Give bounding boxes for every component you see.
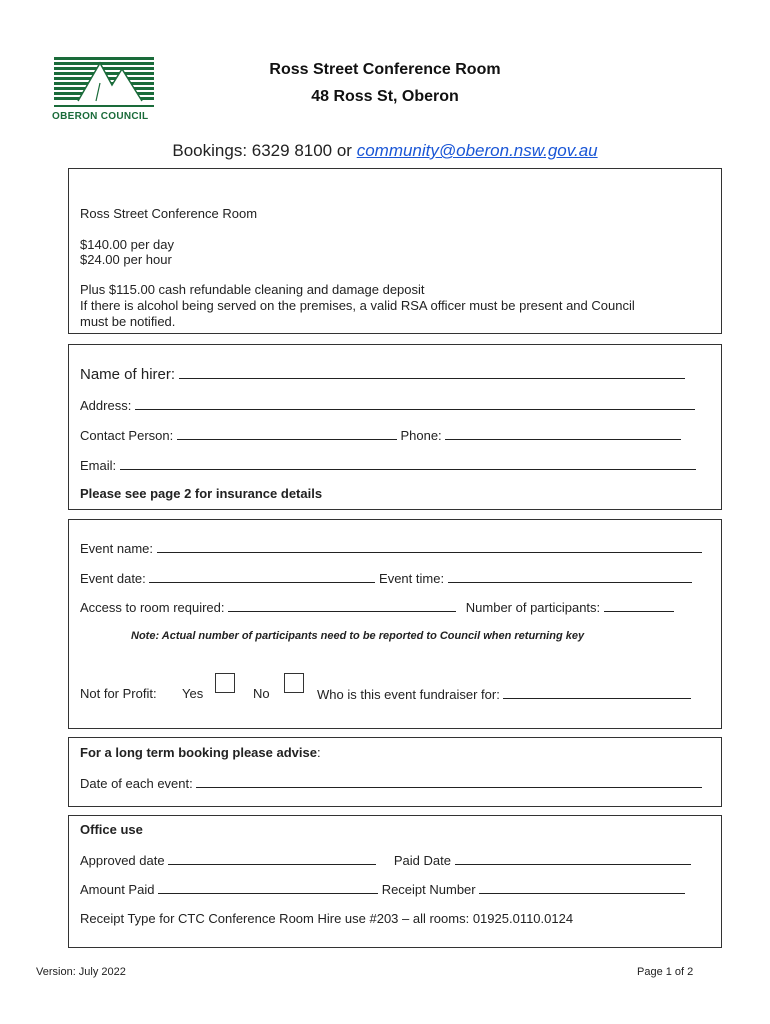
insurance-note: Please see page 2 for insurance details — [80, 486, 323, 501]
bookings-phone: Bookings: 6329 8100 or — [172, 141, 357, 160]
receipt-number-field[interactable] — [479, 881, 685, 894]
fundraiser-field[interactable] — [503, 686, 691, 699]
event-dates-field[interactable] — [196, 775, 702, 788]
deposit-text: Plus $115.00 cash refundable cleaning and damage deposit — [80, 282, 425, 297]
bookings-line — [0, 141, 770, 161]
long-term-heading-row — [80, 745, 321, 760]
address-field[interactable] — [135, 397, 695, 410]
alcohol-text-2: must be notified. — [80, 314, 176, 329]
event-name-label: Event name: — [80, 541, 153, 556]
long-term-heading-colon: : — [316, 745, 321, 760]
event-date-row — [80, 570, 692, 586]
email-label: Email: — [80, 458, 117, 473]
hirer-name-label: Name of hirer: — [80, 366, 176, 383]
footer-version: Version: July 2022 — [36, 966, 126, 978]
approved-row — [80, 852, 691, 868]
yes-checkbox[interactable] — [215, 673, 235, 693]
event-details-box — [68, 519, 722, 729]
contact-row — [80, 427, 681, 443]
access-row — [80, 599, 674, 615]
paid-date-label: Paid Date — [393, 853, 451, 868]
amount-paid-field[interactable] — [158, 881, 378, 894]
participants-note: Note: Actual number of participants need to be reported to Council when returning key — [131, 630, 585, 642]
access-label: Access to room required: — [80, 600, 225, 615]
receipt-type-text: Receipt Type for CTC Conference Room Hire use #203 – all rooms: 01925.0110.0124 — [80, 911, 574, 926]
room-name: Ross Street Conference Room — [80, 206, 258, 221]
page-title: Ross Street Conference Room — [269, 61, 501, 78]
event-name-field[interactable] — [157, 540, 702, 553]
email-row — [80, 457, 696, 473]
price-per-day: $140.00 per day — [80, 237, 174, 252]
event-date-label: Event date: — [80, 571, 146, 586]
bookings-email-link[interactable]: community@oberon.nsw.gov.au — [356, 141, 598, 160]
not-for-profit-label: Not for Profit: — [80, 686, 157, 701]
event-date-field[interactable] — [149, 570, 375, 583]
phone-label: Phone: — [400, 428, 442, 443]
access-field[interactable] — [228, 599, 456, 612]
fundraiser-label: Who is this event fundraiser for: — [317, 687, 500, 702]
event-dates-row — [80, 775, 702, 791]
receipt-number-label: Receipt Number — [381, 882, 476, 897]
hirer-name-row — [80, 366, 685, 383]
price-per-hour: $24.00 per hour — [80, 252, 172, 267]
footer-page-number: Page 1 of 2 — [637, 966, 694, 978]
logo-text: OBERON COUNCIL — [52, 111, 149, 122]
approved-date-label: Approved date — [80, 853, 165, 868]
address-label: Address: — [80, 398, 132, 413]
approved-date-field[interactable] — [168, 852, 376, 865]
participants-field[interactable] — [604, 599, 674, 612]
fundraiser-row — [317, 686, 691, 702]
event-name-row — [80, 540, 702, 556]
amount-paid-label: Amount Paid — [80, 882, 155, 897]
page-subtitle: 48 Ross St, Oberon — [311, 88, 459, 105]
no-checkbox[interactable] — [284, 673, 304, 693]
long-term-booking-box — [68, 737, 722, 807]
address-row — [80, 397, 695, 413]
yes-label: Yes — [182, 686, 204, 701]
phone-field[interactable] — [445, 427, 681, 440]
paid-date-field[interactable] — [455, 852, 691, 865]
no-label: No — [253, 686, 270, 701]
amount-row — [80, 881, 685, 897]
participants-label: Number of participants: — [465, 600, 601, 615]
event-time-label: Event time: — [379, 571, 445, 586]
alcohol-text-1: If there is alcohol being served on the premises, a valid RSA officer must be present and Council — [80, 298, 635, 313]
office-use-heading: Office use — [80, 822, 143, 837]
event-time-field[interactable] — [448, 570, 692, 583]
hirer-name-field[interactable] — [179, 366, 685, 379]
hirer-details-box — [68, 344, 722, 510]
contact-person-label: Contact Person: — [80, 428, 174, 443]
email-field[interactable] — [120, 457, 696, 470]
office-use-box — [68, 815, 722, 948]
pricing-box — [68, 168, 722, 334]
long-term-heading: For a long term booking please advise — [80, 745, 317, 760]
contact-person-field[interactable] — [177, 427, 397, 440]
event-dates-label: Date of each event: — [80, 776, 193, 791]
